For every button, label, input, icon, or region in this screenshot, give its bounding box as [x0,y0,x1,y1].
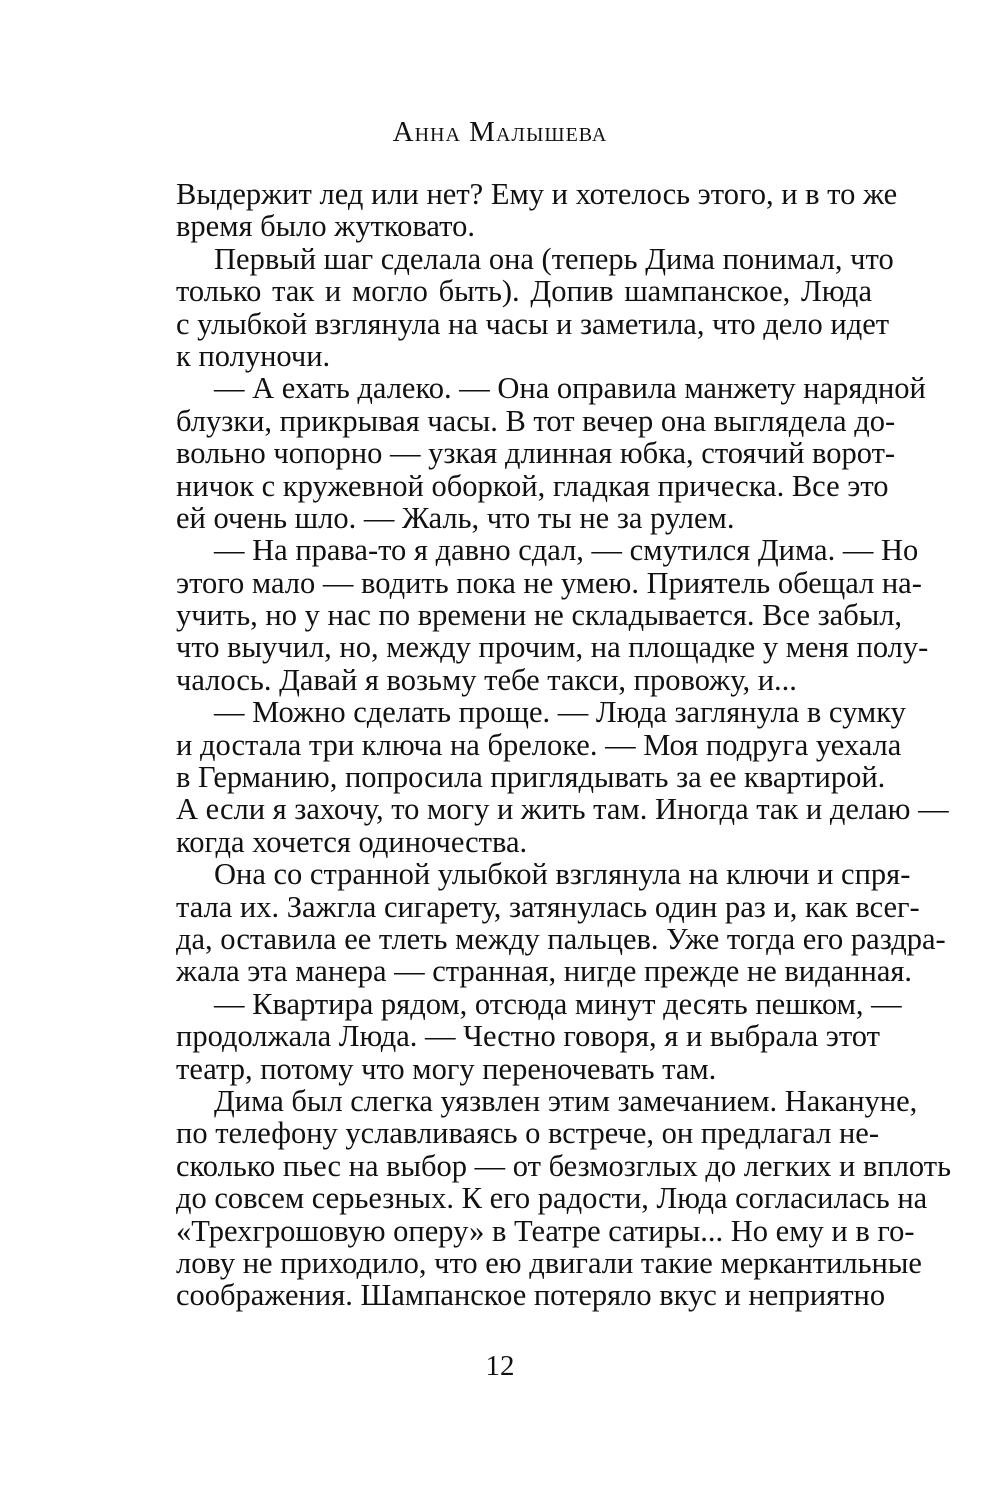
text-line: Первый шаг сделала она (теперь Дима понимал, что [214,241,894,276]
text-line: — Квартира рядом, отсюда минут десять пешком, — [214,986,902,1021]
body-text [176,177,952,1313]
text-line: ничок с кружевной оборкой, гладкая прическа. Все это [176,468,889,503]
text-line: А если я захочу, то могу и жить там. Иногда так и делаю — [176,792,949,827]
text-line: ей очень шло. — Жаль, что ты не за рулем. [176,500,735,535]
text-line: — На права-то я давно сдал, — смутился Дима. — Но [214,533,919,568]
text-line: этого мало — водить пока не умею. Приятель обещал на- [176,565,922,600]
text-line: учить, но у нас по времени не складывается. Все забыл, [176,598,903,633]
running-head: Анна Малышева [392,116,608,148]
text-line: когда хочется одиночества. [176,824,528,859]
text-line: чалось. Давай я возьму тебе такси, провожу, и... [176,662,797,697]
text-line: лову не приходило, что ею двигали такие меркантильные [176,1245,922,1280]
text-line: к полуночи. [176,338,331,373]
text-line: продолжала Люда. — Честно говоря, я и выбрала этот [176,1019,880,1054]
text-line: тала их. Зажгла сигарету, затянулась один раз и, как всег- [176,889,920,924]
text-line: и достала три ключа на брелоке. — Моя подруга уехала [176,727,902,762]
text-line: да, оставила ее тлеть между пальцев. Уже тогда его раздра- [176,921,946,956]
text-line: Она со странной улыбкой взглянула на ключи и спря- [214,857,911,892]
text-line: только так и могло быть). Допив шампанское, Люда [176,274,872,309]
text-line: жала эта манера — странная, нигде прежде не виданная. [176,954,913,989]
text-line: «Трехгрошовую оперу» в Театре сатиры... Но ему и в го- [176,1213,915,1248]
text-line: театр, потому что могу переночевать там. [176,1051,717,1086]
text-line: до совсем серьезных. К его радости, Люда согласилась на [176,1181,928,1216]
text-line: Выдержит лед или нет? Ему и хотелось этого, и в то же [176,177,898,211]
text-line: соображения. Шампанское потеряло вкус и неприятно [176,1278,886,1313]
text-line: что выучил, но, между прочим, на площадке у меня полу- [176,630,929,665]
text-line: с улыбкой взглянула на часы и заметила, что дело идет [176,306,890,341]
text-line: — Можно сделать проще. — Люда заглянула в сумку [214,695,906,730]
text-line: в Германию, попросила приглядывать за ее квартирой. [176,760,886,795]
page-number: 12 [485,1350,515,1382]
text-line: вольно чопорно — узкая длинная юбка, стоячий ворот- [176,436,896,471]
text-line: сколько пьес на выбор — от безмозглых до легких и вплоть [176,1148,952,1183]
text-line: по телефону уславливаясь о встрече, он предлагал не- [176,1116,879,1151]
text-line: Дима был слегка уязвлен этим замечанием. Накануне, [214,1083,918,1118]
text-line: блузки, прикрывая часы. В тот вечер она выглядела до- [176,403,896,438]
text-line: время было жутковато. [176,209,475,244]
text-line: — А ехать далеко. — Она оправила манжету нарядной [214,371,926,406]
